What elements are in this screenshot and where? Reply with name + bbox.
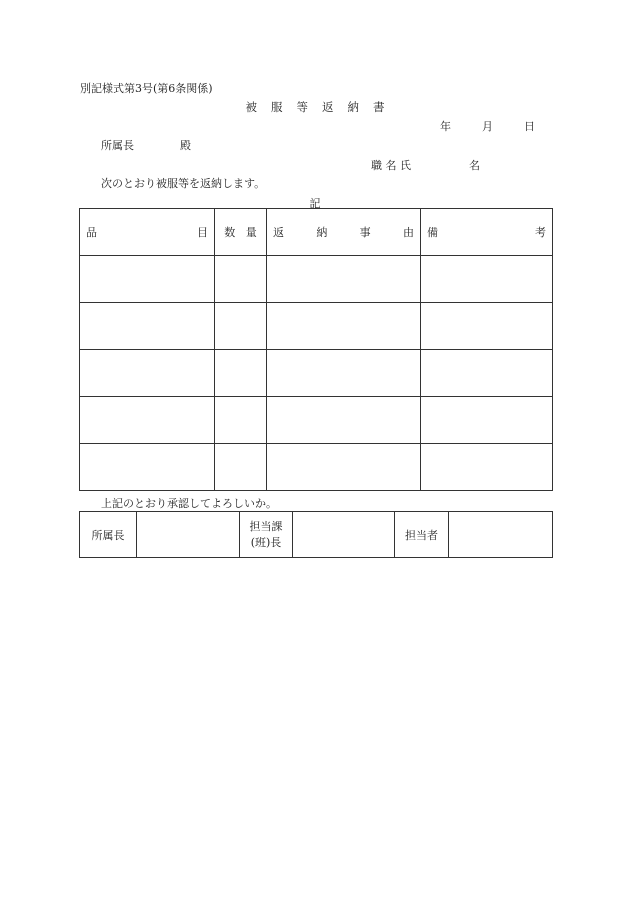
cell-quantity[interactable] (215, 397, 267, 444)
approval-chief-label: 所属長 (80, 512, 137, 558)
intro-text: 次のとおり被服等を返納します。 (101, 177, 266, 190)
table-row (80, 303, 553, 350)
table-header-row (80, 209, 553, 256)
date-day: 日 (524, 120, 535, 133)
title-char: 納 (347, 100, 359, 114)
approval-section-chief-seal[interactable] (293, 512, 395, 558)
cell-item[interactable] (80, 350, 215, 397)
header-reason-char: 返 (273, 226, 284, 239)
approval-person-label: 担当者 (395, 512, 449, 558)
cell-remarks[interactable] (421, 256, 553, 303)
cell-reason[interactable] (267, 256, 421, 303)
title-char: 返 (322, 100, 334, 114)
applicant (371, 157, 480, 173)
section-chief-line1: 担当課 (249, 519, 283, 533)
header-item-char: 目 (197, 226, 208, 239)
table-row (80, 256, 553, 303)
header-reason-char: 由 (402, 226, 414, 239)
cell-item[interactable] (80, 397, 215, 444)
cell-quantity[interactable] (215, 444, 267, 491)
ki-heading: 記 (309, 197, 321, 210)
table-row (80, 397, 553, 444)
cell-item[interactable] (80, 444, 215, 491)
approval-section-chief-label (240, 512, 293, 558)
cell-quantity[interactable] (215, 256, 267, 303)
applicant-label: 職 名 氏 (371, 159, 411, 172)
cell-reason[interactable] (267, 350, 421, 397)
addressee-label: 所属長 (101, 139, 134, 152)
cell-remarks[interactable] (421, 444, 553, 491)
cell-remarks[interactable] (421, 350, 553, 397)
approval-row (80, 512, 553, 558)
title-char: 服 (271, 100, 283, 114)
addressee (101, 137, 191, 153)
header-reason (267, 209, 421, 256)
cell-item[interactable] (80, 303, 215, 350)
cell-remarks[interactable] (421, 303, 553, 350)
header-quantity (215, 209, 267, 256)
approval-note: 上記のとおり承認してよろしいか。 (101, 497, 277, 510)
header-item-char: 品 (86, 226, 97, 239)
title-char: 被 (245, 100, 257, 114)
approval-chief-seal[interactable] (137, 512, 240, 558)
cell-quantity[interactable] (215, 303, 267, 350)
approval-table (79, 511, 553, 558)
cell-item[interactable] (80, 256, 215, 303)
date-month: 月 (482, 120, 493, 133)
table-row (80, 350, 553, 397)
date-line (440, 118, 535, 134)
header-quantity-char: 数 (224, 226, 236, 239)
title-char: 書 (373, 100, 385, 114)
approval-person-seal[interactable] (449, 512, 553, 558)
cell-remarks[interactable] (421, 397, 553, 444)
cell-reason[interactable] (267, 303, 421, 350)
header-quantity-char: 量 (245, 226, 257, 239)
header-reason-char: 納 (316, 226, 328, 239)
header-reason-char: 事 (359, 226, 371, 239)
header-item (80, 209, 215, 256)
form-number: 別記様式第3号(第6条関係) (80, 82, 213, 95)
date-year: 年 (440, 120, 451, 133)
title-char: 等 (296, 100, 308, 114)
cell-reason[interactable] (267, 444, 421, 491)
document-title (0, 99, 630, 115)
header-remarks-char: 備 (427, 226, 438, 239)
addressee-honorific: 殿 (180, 139, 191, 152)
cell-quantity[interactable] (215, 350, 267, 397)
header-remarks (421, 209, 553, 256)
cell-reason[interactable] (267, 397, 421, 444)
section-chief-line2: (班)長 (250, 535, 282, 549)
table-row (80, 444, 553, 491)
items-table (79, 208, 553, 491)
header-remarks-char: 考 (535, 226, 546, 239)
applicant-name-suffix: 名 (469, 159, 480, 172)
